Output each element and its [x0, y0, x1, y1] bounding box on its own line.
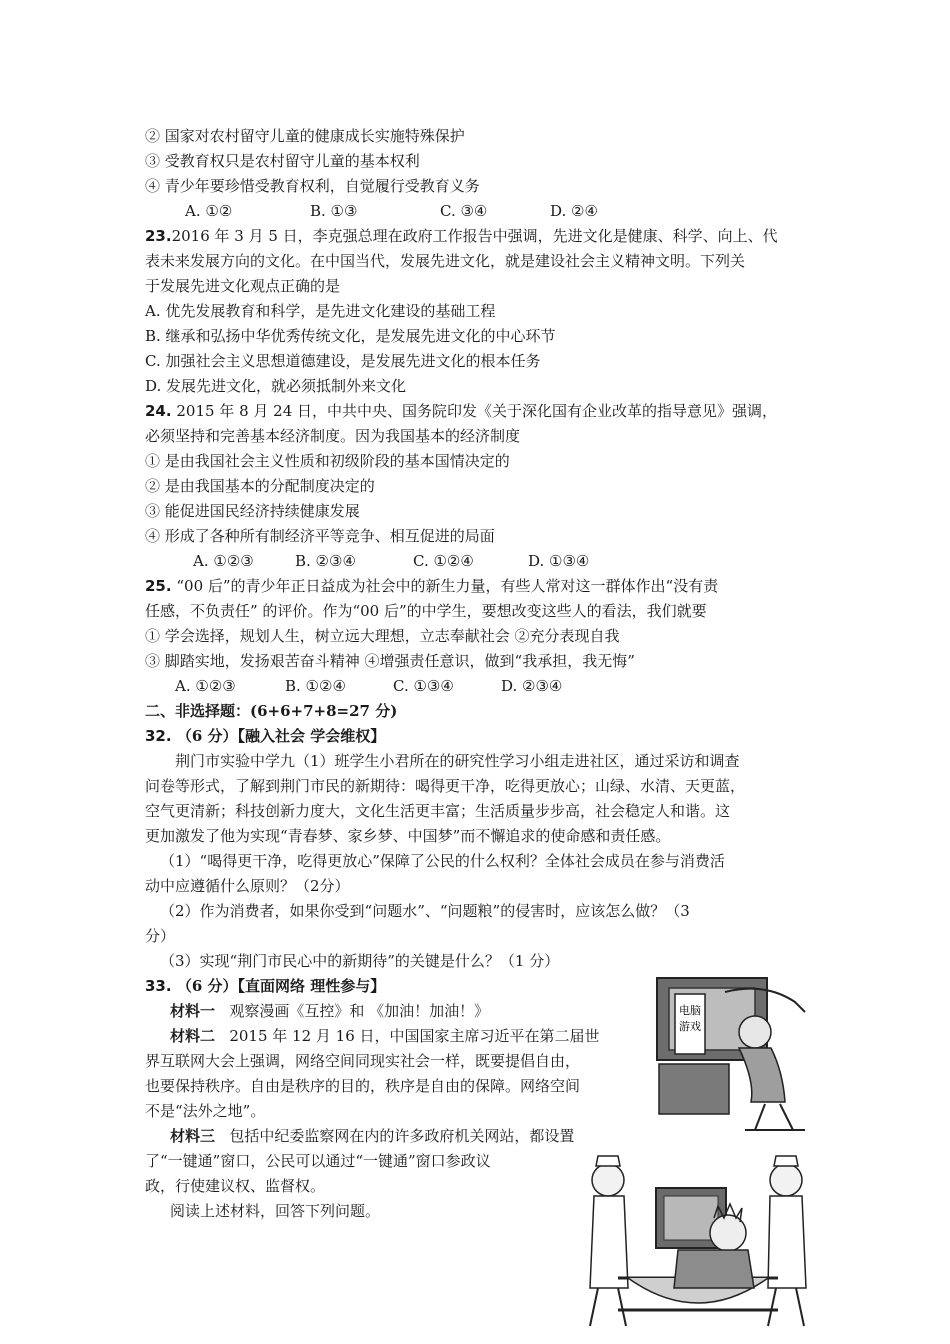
q32-number: 32.	[145, 727, 172, 745]
q33-instruction: 阅读上述材料，回答下列问题。	[170, 1202, 381, 1220]
q32-para-line1: 荆门市实验中学九（1）班学生小君所在的研究性学习小组走进社区，通过采访和调查	[175, 752, 740, 770]
material-3-label: 材料三	[170, 1127, 216, 1145]
q33-material-2-line4: 不是“法外之地”。	[145, 1102, 266, 1120]
q32-sub2-line1: （2）作为消费者，如果你受到“问题水”、“问题粮”的侵害时，应该怎么做？（3	[160, 902, 690, 920]
q32-para-line3: 空气更清新；科技创新力度大，文化生活更丰富；生活质量步步高，社会稳定人和谐。这	[145, 802, 731, 820]
q32-sub1-line1: （1）“喝得更干净，吃得更放心”保障了公民的什么权利？全体社会成员在参与消费活	[160, 852, 725, 870]
desk	[659, 1064, 729, 1114]
q33-material-2-line1: 材料二 2015 年 12 月 16 日，中国国家主席习近平在第二届世	[170, 1027, 600, 1045]
q24-number: 24.	[145, 402, 172, 420]
q23-stem-line3: 于发展先进文化观点正确的是	[145, 277, 341, 295]
q23-number: 23.	[145, 227, 172, 245]
q32-para-line2: 问卷等形式，了解到荆门市民的新期待：喝得更干净，吃得更放心；山绿、水清、天更蓝，	[145, 777, 746, 795]
q22-option-a: A. ①②	[185, 202, 233, 220]
q25-option-b: B. ①②④	[285, 677, 346, 695]
q25-stem-line2: 任感，不负责任” 的评价。作为“00 后”的中学生，要想改变这些人的看法，我们就要	[145, 602, 707, 620]
q33-material-2-line3: 也要保持秩序。自由是秩序的目的，秩序是自由的保障。网络空间	[145, 1077, 581, 1095]
q24-option-c: C. ①②④	[413, 552, 474, 570]
q33-material-2-line2: 界互联网大会上强调，网络空间同现实社会一样，既要提倡自由，	[145, 1052, 581, 1070]
q25-statements-3-4: ③ 脚踏实地，发扬艰苦奋斗精神 ④增强责任意识，做到“我承担，我无悔”	[145, 652, 635, 670]
q24-option-d: D. ①③④	[528, 552, 590, 570]
doctor-right-body	[768, 1196, 806, 1288]
q24-option-a: A. ①②③	[193, 552, 254, 570]
doctor-left-head	[592, 1164, 624, 1196]
material-1-label: 材料一	[170, 1002, 216, 1020]
doctor-left-leg-2	[618, 1288, 626, 1326]
q25-statements-1-2: ① 学会选择，规划人生，树立远大理想，立志奉献社会 ②充分表现自我	[145, 627, 620, 645]
doctor-left-body	[590, 1196, 628, 1288]
q33-material-1: 材料一 观察漫画《互控》和 《加油！加油！》	[170, 1002, 490, 1020]
q32-title: （6 分）【融入社会 学会维权】	[176, 727, 386, 745]
patient-body	[674, 1250, 754, 1288]
q32-sub1-line2: 动中应遵循什么原则？（2分）	[145, 877, 350, 895]
q22-statement-2: ② 国家对农村留守儿童的健康成长实施特殊保护	[145, 127, 465, 145]
q24-statement-1: ① 是由我国社会主义性质和初级阶段的基本国情决定的	[145, 452, 510, 470]
q25-option-c: C. ①③④	[393, 677, 454, 695]
q24-statement-4: ④ 形成了各种所有制经济平等竞争、相互促进的局面	[145, 527, 495, 545]
q25-options	[175, 676, 562, 696]
q24-stem-line2: 必须坚持和完善基本经济制度。因为我国基本的经济制度	[145, 427, 521, 445]
doctor-right-leg-2	[796, 1288, 804, 1326]
q24-option-b: B. ②③④	[295, 552, 356, 570]
q32-para-line4: 更加激发了他为实现“青春梦、家乡梦、中国梦”而不懈追求的使命感和责任感。	[145, 827, 671, 845]
q25-option-a: A. ①②③	[175, 677, 236, 695]
q22-option-b: B. ①③	[310, 202, 358, 220]
q32-sub3: （3）实现“荆门市民心中的新期待”的关键是什么？（1 分）	[160, 952, 560, 970]
doctor-right-leg-1	[768, 1288, 776, 1326]
q23-option-d: D. 发展先进文化，就必须抵制外来文化	[145, 377, 407, 395]
doctor-right-head	[770, 1164, 802, 1196]
q22-statement-4: ④ 青少年要珍惜受教育权利，自觉履行受教育义务	[145, 177, 480, 195]
q33-material-3-line1: 材料三 包括中纪委监察网在内的许多政府机关网站，都设置	[170, 1127, 575, 1145]
q24-statement-3: ③ 能促进国民经济持续健康发展	[145, 502, 360, 520]
q25-stem-line1: 25. “00 后”的青少年正日益成为社会中的新生力量，有些人常对这一群体作出“没有责	[145, 577, 719, 595]
game-sign-text-2: 游戏	[679, 1020, 701, 1033]
q23-option-b: B. 继承和弘扬中华优秀传统文化，是发展先进文化的中心环节	[145, 327, 556, 345]
q22-statement-3: ③ 受教育权只是农村留守儿童的基本权利	[145, 152, 420, 170]
q33-number: 33.	[145, 977, 172, 995]
q24-options	[193, 551, 589, 571]
section-2-heading: 二、非选择题：(6+6+7+8=27 分)	[145, 702, 398, 720]
q32-heading	[145, 726, 385, 746]
q33-heading	[145, 976, 385, 996]
q33-title: （6 分）【直面网络 理性参与】	[176, 977, 386, 995]
q24-statement-2: ② 是由我国基本的分配制度决定的	[145, 477, 375, 495]
q22-option-c: C. ③④	[440, 202, 488, 220]
doctor-left-leg-1	[590, 1288, 598, 1326]
q32-sub2-line2: 分）	[145, 927, 176, 945]
person-body	[739, 1048, 785, 1102]
cartoon-come-on-image	[578, 1138, 818, 1334]
q33-material-3-line2: 了“一键通”窗口，公民可以通过“一键通”窗口参政议	[145, 1152, 491, 1170]
material-2-label: 材料二	[170, 1027, 216, 1045]
q23-option-c: C. 加强社会主义思想道德建设，是发展先进文化的根本任务	[145, 352, 541, 370]
person-head	[739, 1016, 771, 1048]
game-sign-text-1: 电脑	[679, 1004, 701, 1017]
q22-options	[185, 201, 598, 221]
chair-leg-2	[780, 1104, 793, 1130]
q25-option-d: D. ②③④	[501, 677, 563, 695]
doctor-left-cap	[596, 1156, 620, 1166]
q23-stem-line1: 23.2016 年 3 月 5 日，李克强总理在政府工作报告中强调，先进文化是健康、科学、向上、代	[145, 227, 778, 245]
q22-option-d: D. ②④	[550, 202, 598, 220]
q25-number: 25.	[145, 577, 172, 595]
cartoon-mutual-control-image	[655, 972, 815, 1134]
q23-option-a: A. 优先发展教育和科学，是先进文化建设的基础工程	[145, 302, 496, 320]
q24-stem-line1: 24. 2015 年 8 月 24 日，中共中央、国务院印发《关于深化国有企业改革的指导意见》强调，	[145, 402, 778, 420]
q23-stem-line2: 表未来发展方向的文化。在中国当代，发展先进文化，就是建设社会主义精神文明。下列关	[145, 252, 746, 270]
doctor-right-cap	[774, 1156, 798, 1166]
chair-leg-1	[755, 1104, 765, 1130]
q33-material-3-line3: 政，行使建议权、监督权。	[145, 1177, 326, 1195]
